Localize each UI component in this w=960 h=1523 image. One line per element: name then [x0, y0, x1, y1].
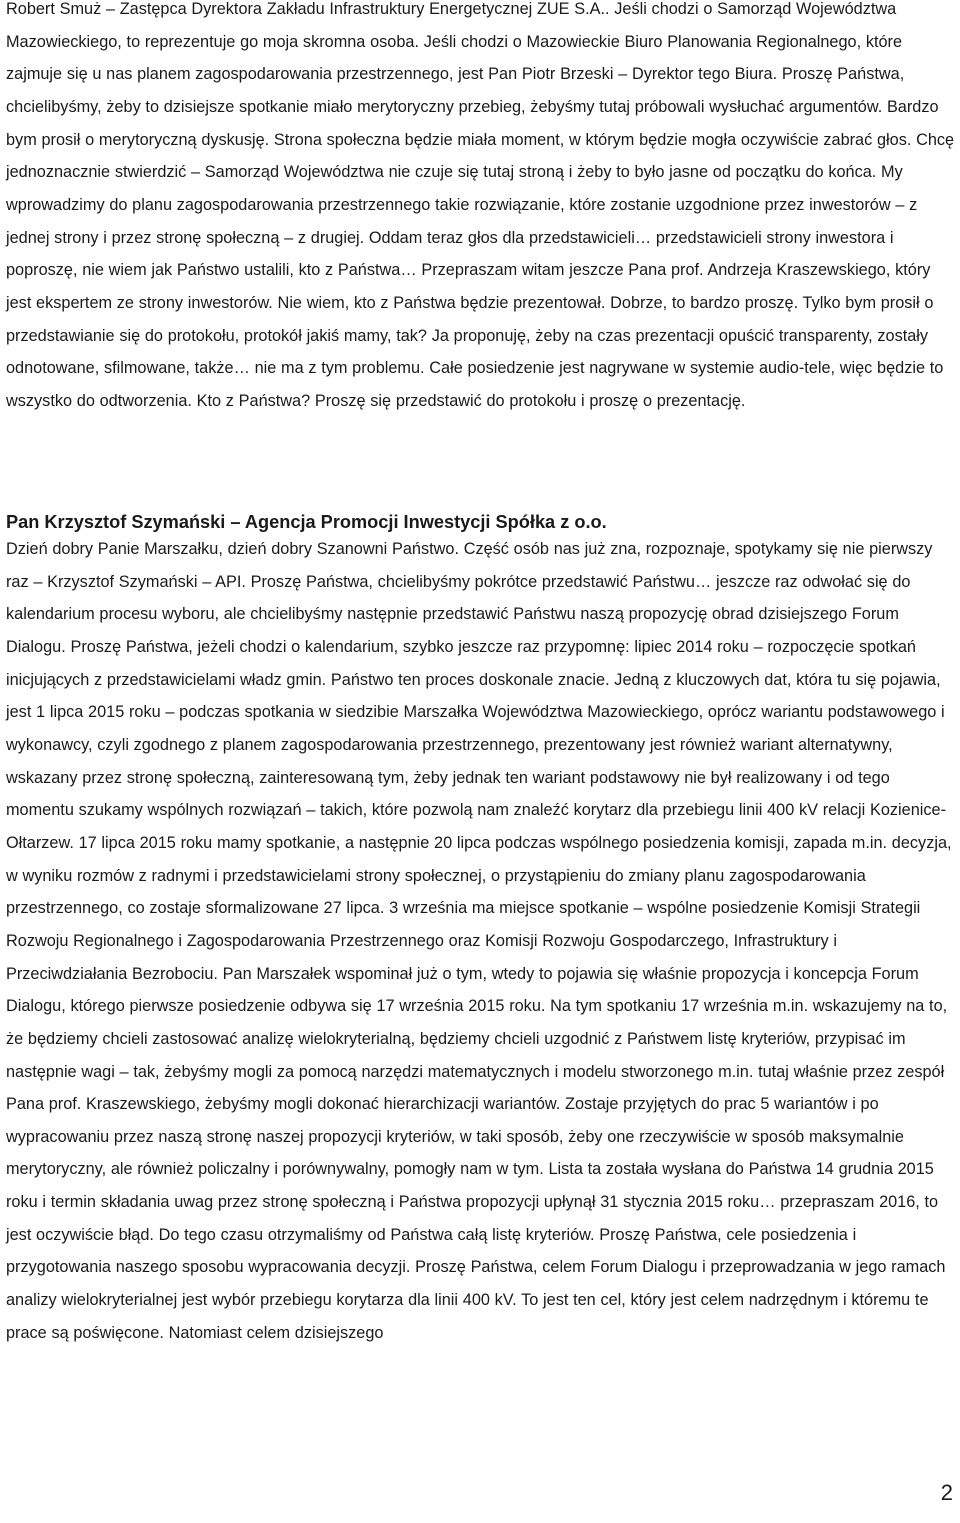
transcript-paragraph-robert-smuz: Robert Smuż – Zastępca Dyrektora Zakładu Infrastruktury Energetycznej ZUE S.A.. Jeśli chodzi o Samorząd Województwa Mazowieckiego, to reprezentuje go moja skromna osoba. Jeśli chodzi o Mazowieckie Biuro Planowania Regionalnego, które zajmuje się u nas planem zagospodarowania przestrzennego, jest Pan Piotr Brzeski – Dyrektor tego Biura. Proszę Państwa, chcielibyśmy, żeby to dzisiejsze spotkanie miało merytoryczny przebieg, żebyśmy tutaj próbowali wysłuchać argumentów. Bardzo bym prosił o merytoryczną dyskusję. Strona społeczna będzie miała moment, w którym będzie mogła oczywiście zabrać głos. Chcę jednoznacznie stwierdzić – Samorząd Województwa nie czuje się tutaj stroną i żeby to było jasne od początku do końca. My wprowadzimy do planu zagospodarowania przestrzennego takie rozwiązanie, które zostanie uzgodnione przez inwestorów – z jednej strony i przez stronę społeczną – z drugiej. Oddam teraz głos dla przedstawicieli… przedstawicieli strony inwestora i poproszę, nie wiem jak Państwo ustalili, kto z Państwa… Przepraszam witam jeszcze Pana prof. Andrzeja Kraszewskiego, który jest ekspertem ze strony inwestorów. Nie wiem, kto z Państwa będzie prezentował. Dobrze, to bardzo proszę. Tylko bym prosił o przedstawianie się do protokołu, protokół jakiś mamy, tak? Ja proponuję, żeby na czas prezentacji opuścić transparenty, zostały odnotowane, sfilmowane, także… nie ma z tym problemu. Całe posiedzenie jest nagrywane w systemie audio-tele, więc będzie to wszystko do odtworzenia. Kto z Państwa? Proszę się przedstawić do protokołu i proszę o prezentację. [6, 0, 955, 410]
speaker-heading: Pan Krzysztof Szymański – Agencja Promocji Inwestycji Spółka z o.o. [6, 512, 607, 532]
page-number: 2 [940, 1480, 953, 1505]
transcript-paragraph-krzysztof-szymanski: Dzień dobry Panie Marszałku, dzień dobry Szanowni Państwo. Część osób nas już zna, rozpoznaje, spotykamy się nie pierwszy raz – Krzysztof Szymański – API. Proszę Państwa, chcielibyśmy pokrótce przedstawić Państwu… jeszcze raz odwołać się do kalendarium procesu wyboru, ale chcielibyśmy następnie przedstawić Państwu naszą propozycję obrad dzisiejszego Forum Dialogu. Proszę Państwa, jeżeli chodzi o kalendarium, szybko jeszcze raz przypomnę: lipiec 2014 roku – rozpoczęcie spotkań inicjujących z przedstawicielami władz gmin. Państwo ten proces doskonale znacie. Jedną z kluczowych dat, która tu się pojawia, jest 1 lipca 2015 roku – podczas spotkania w siedzibie Marszałka Województwa Mazowieckiego, oprócz wariantu podstawowego i wykonawcy, czyli zgodnego z planem zagospodarowania przestrzennego, prezentowany jest również wariant alternatywny, wskazany przez stronę społeczną, zainteresowaną tym, żeby jednak ten wariant podstawowy nie był realizowany i od tego momentu szukamy wspólnych rozwiązań – takich, które pozwolą nam znaleźć korytarz dla przebiegu linii 400 kV relacji Kozienice-Ołtarzew. 17 lipca 2015 roku mamy spotkanie, a następnie 20 lipca podczas wspólnego posiedzenia komisji, zapada m.in. decyzja, w wyniku rozmów z radnymi i przedstawicielami strony społecznej, o przystąpieniu do zmiany planu zagospodarowania przestrzennego, co zostaje sformalizowane 27 lipca. 3 września ma miejsce spotkanie – wspólne posiedzenie Komisji Strategii Rozwoju Regionalnego i Zagospodarowania Przestrzennego oraz Komisji Rozwoju Gospodarczego, Infrastruktury i Przeciwdziałania Bezrobociu. Pan Marszałek wspominał już o tym, wtedy to pojawia się właśnie propozycja i koncepcja Forum Dialogu, którego pierwsze posiedzenie odbywa się 17 września 2015 roku. Na tym spotkaniu 17 września m.in. wskazujemy na to, że będziemy chcieli zastosować analizę wielokryterialną, będziemy chcieli uzgodnić z Państwem listę kryteriów, przypisać im następnie wagi – tak, żebyśmy mogli za pomocą narzędzi matematycznych i modelu stworzonego m.in. tutaj właśnie przez zespół Pana prof. Kraszewskiego, żebyśmy mogli dokonać hierarchizacji wariantów. Zostaje przyjętych do prac 5 wariantów i po wypracowaniu przez naszą stronę naszej propozycji kryteriów, w taki sposób, żeby one rzeczywiście w sposób maksymalnie merytoryczny, ale również policzalny i porównywalny, pomogły nam w tym. Lista ta została wysłana do Państwa 14 grudnia 2015 roku i termin składania uwag przez stronę społeczną i Państwa propozycji upłynął 31 stycznia 2015 roku… przepraszam 2016, to jest oczywiście błąd. Do tego czasu otrzymaliśmy od Państwa całą listę kryteriów. Proszę Państwa, cele posiedzenia i przygotowania naszego sposobu wypracowania decyzji. Proszę Państwa, celem Forum Dialogu i przeprowadzania w jego ramach analizy wielokryterialnej jest wybór przebiegu korytarza dla linii 400 kV. To jest ten cel, który jest celem nadrzędnym i któremu te prace są poświęcone. Natomiast celem dzisiejszego [6, 540, 952, 1342]
